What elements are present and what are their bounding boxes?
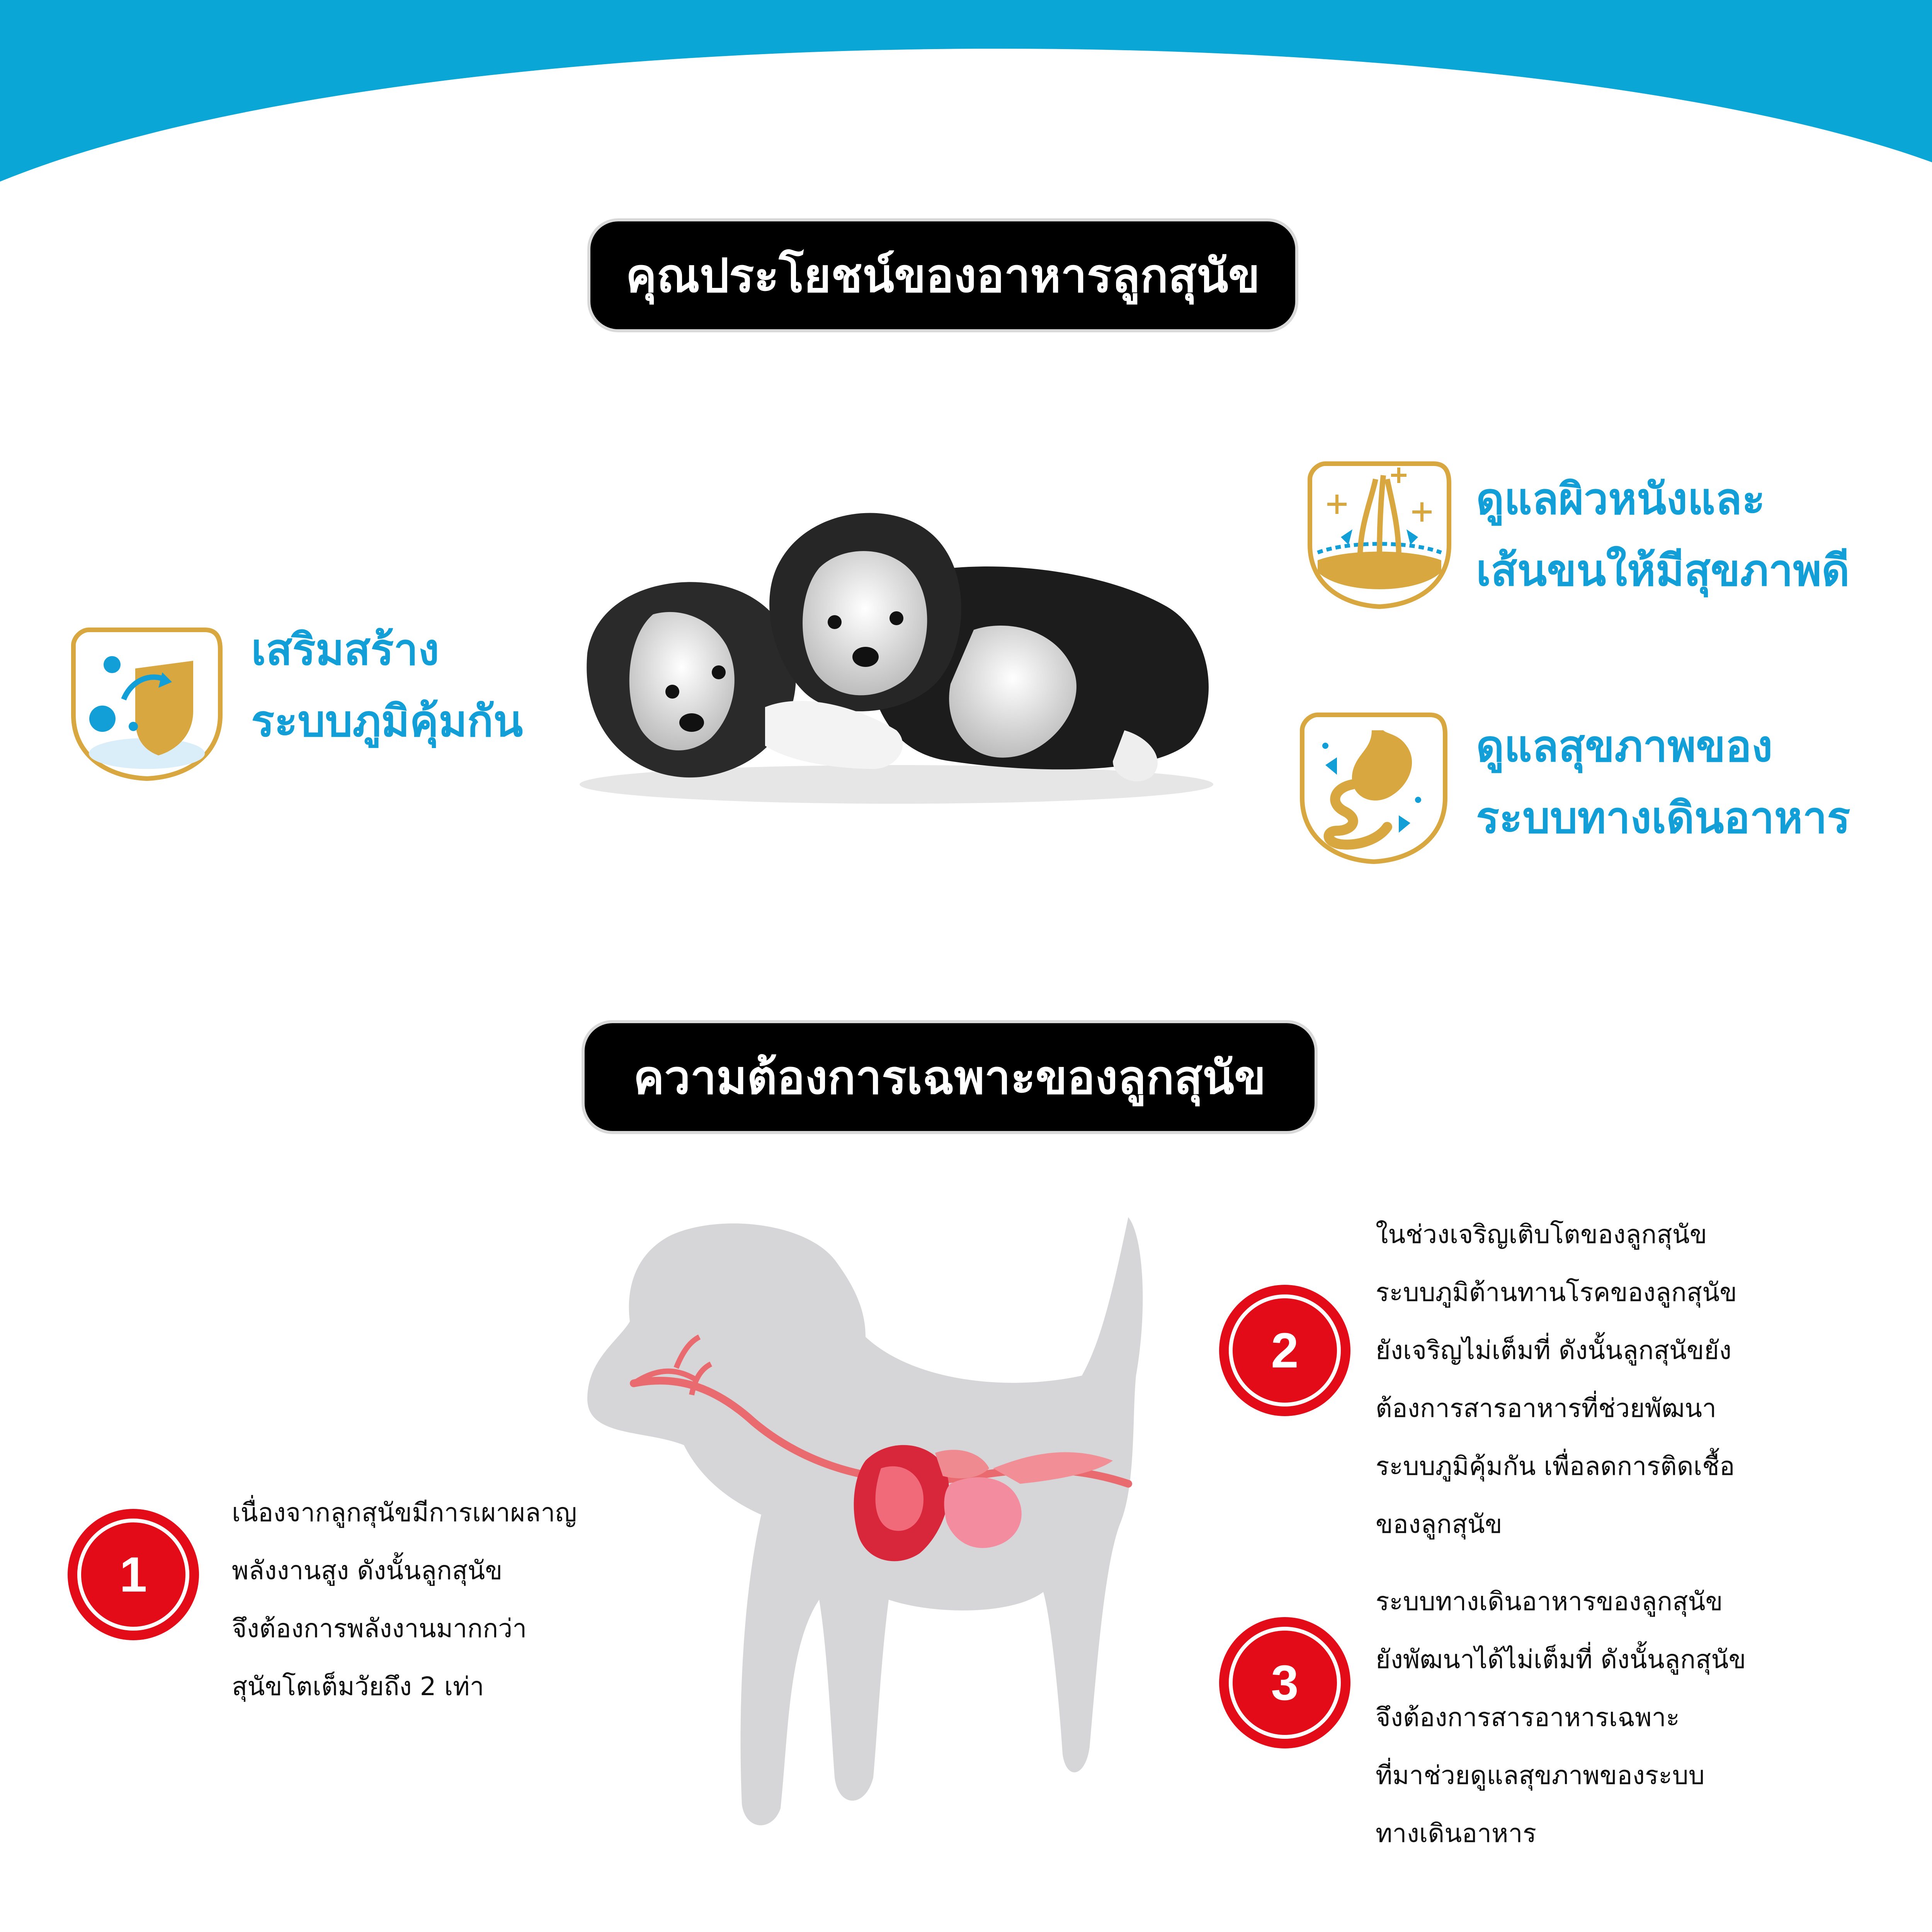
skin-coat-icon [1302,456,1457,611]
benefit-digestive-line-2: ระบบทางเดินอาหาร [1476,793,1850,843]
dog-silhouette-illustration [587,1213,1190,1832]
need-1-text [232,1484,577,1716]
need-1-line-1: เนื่องจากลูกสุนัขมีการเผาผลาญ [232,1498,577,1527]
need-1-line-4: สุนัขโตเต็มวัยถึง 2 เท่า [232,1672,484,1701]
benefits-section-title: คุณประโยชน์ของอาหารลูกสุนัข [587,218,1298,332]
top-wave-band [0,0,1932,185]
benefit-digestive-text [1476,711,1850,854]
need-2-line-6: ของลูกสุนัข [1376,1509,1502,1539]
need-2-line-4: ต้องการสารอาหารที่ช่วยพัฒนา [1376,1393,1717,1423]
need-3-line-1: ระบบทางเดินอาหารของลูกสุนัข [1376,1587,1723,1616]
benefit-immunity-text [251,614,523,757]
benefit-immunity-line-1: เสริมสร้าง [251,625,439,675]
need-3-line-3: จึงต้องการสารอาหารเฉพาะ [1376,1702,1680,1732]
benefit-skin-coat-text [1476,464,1850,607]
benefit-skin-coat-line-2: เส้นขนให้มีสุขภาพดี [1476,546,1850,596]
puppies-photo [564,491,1229,808]
need-2-line-5: ระบบภูมิคุ้มกัน เพื่อลดการติดเชื้อ [1376,1451,1735,1481]
need-2-line-2: ระบบภูมิต้านทานโรคของลูกสุนัข [1376,1277,1737,1307]
benefit-digestive-line-1: ดูแลสุขภาพของ [1476,721,1773,772]
need-3-number: 3 [1271,1655,1299,1711]
need-1-line-2: พลังงานสูง ดังนั้นลูกสุนัข [232,1556,503,1585]
digestive-icon [1294,707,1453,866]
need-3-line-5: ทางเดินอาหาร [1376,1818,1537,1848]
need-2-number: 2 [1271,1323,1299,1378]
need-2-text [1376,1206,1737,1553]
need-3-text [1376,1573,1746,1862]
immunity-shield-icon [66,622,228,784]
need-3-line-2: ยังพัฒนาได้ไม่เต็มที่ ดังนั้นลูกสุนัข [1376,1645,1746,1674]
need-3-line-4: ที่มาช่วยดูแลสุขภาพของระบบ [1376,1760,1705,1790]
need-1-number: 1 [119,1547,147,1602]
need-2-line-1: ในช่วงเจริญเติบโตของลูกสุนัข [1376,1219,1707,1249]
need-2-line-3: ยังเจริญไม่เต็มที่ ดังนั้นลูกสุนัขยัง [1376,1335,1732,1365]
need-1-line-3: จึงต้องการพลังงานมากกว่า [232,1614,527,1643]
benefit-immunity-line-2: ระบบภูมิคุ้มกัน [251,696,523,747]
needs-section-title: ความต้องการเฉพาะของลูกสุนัข [582,1020,1318,1134]
benefit-skin-coat-line-1: ดูแลผิวหนังและ [1476,474,1765,524]
